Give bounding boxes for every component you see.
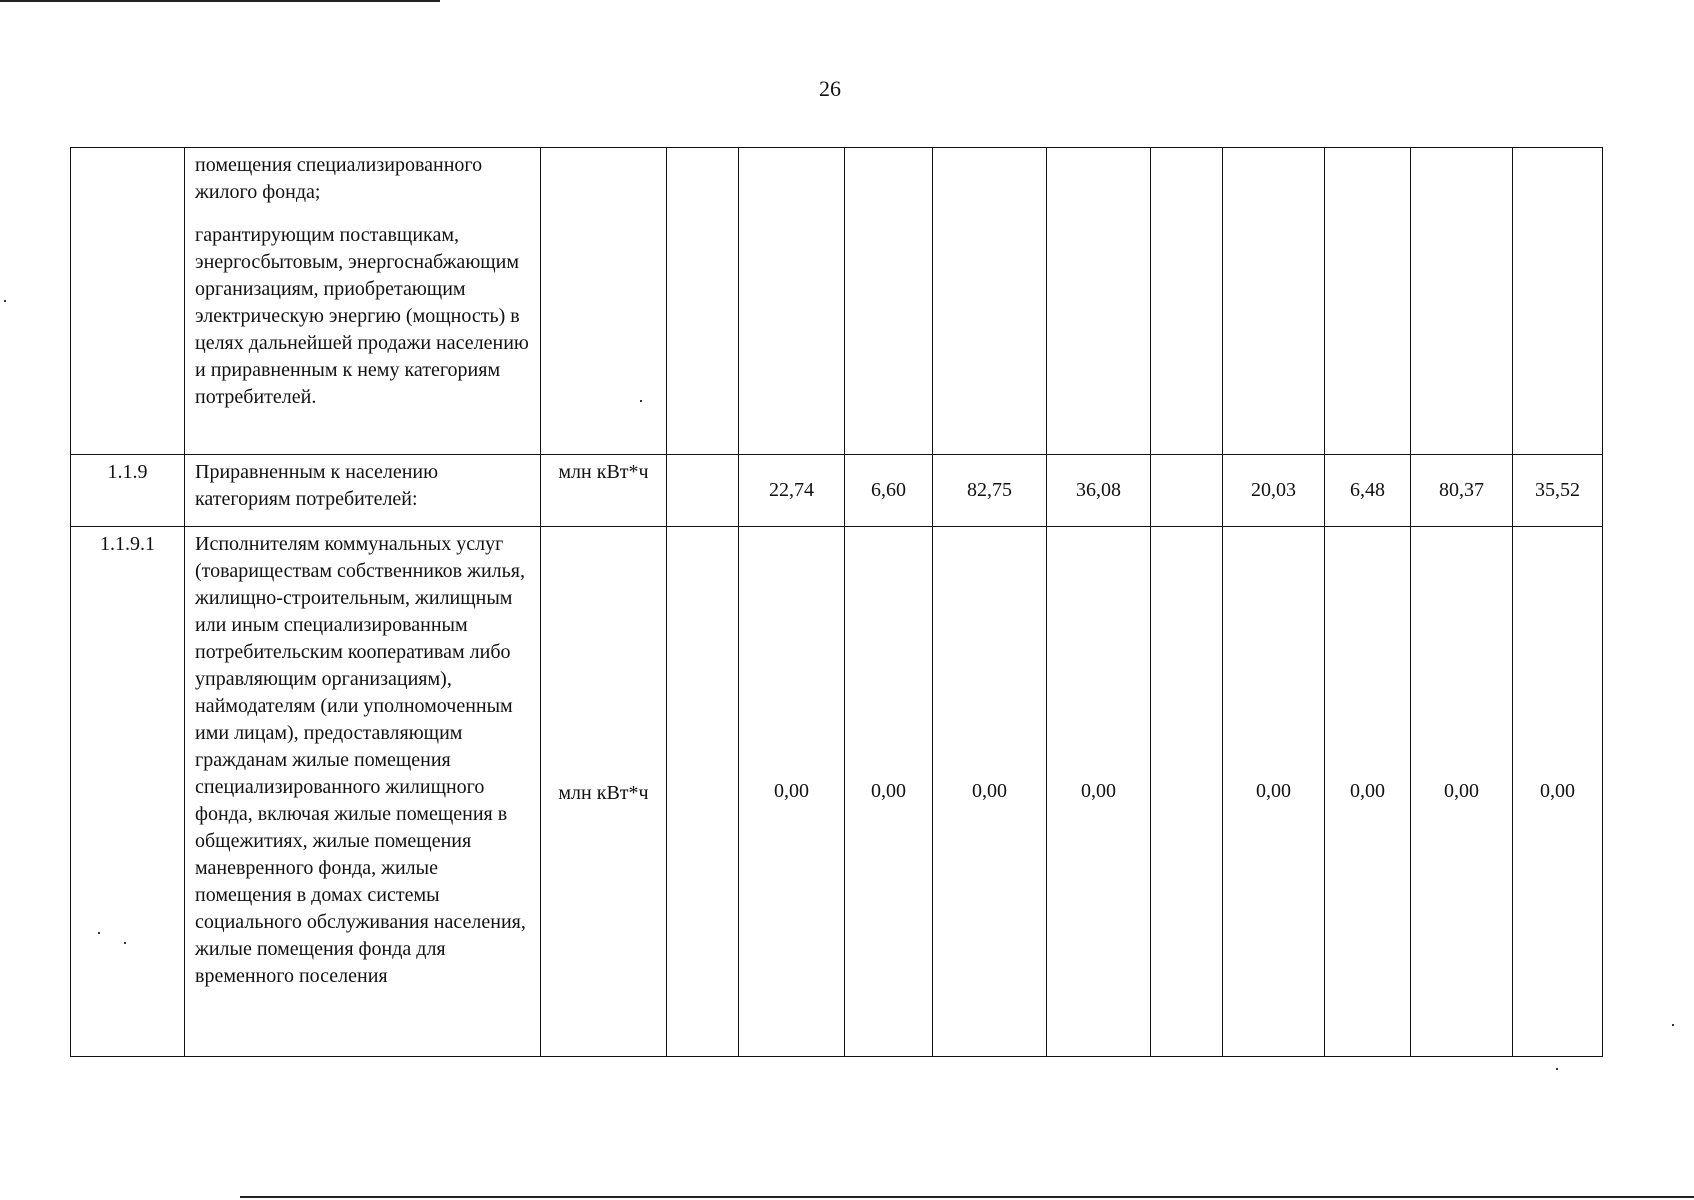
value-cell	[845, 148, 933, 455]
value-cell: 0,00	[1325, 527, 1411, 1057]
row-number-cell: 1.1.9.1	[71, 527, 185, 1057]
value-cell	[1325, 148, 1411, 455]
value-cell: 35,52	[1513, 455, 1603, 527]
scan-speck	[1556, 1068, 1558, 1070]
row-number-cell: 1.1.9	[71, 455, 185, 527]
row-name-paragraph: гарантирующим поставщикам, энергосбытовым, энергоснабжающим организациям, приобретающим электрическую энергию (мощность) в целях дальнейшей продажи населению и приравненным к нему категориям потребителей.	[195, 224, 529, 408]
value-cell: 0,00	[739, 527, 845, 1057]
value-cell	[667, 455, 739, 527]
value-cell: 0,00	[1223, 527, 1325, 1057]
row-name-cell	[185, 455, 541, 527]
row-unit-cell: млн кВт*ч	[541, 527, 667, 1057]
row-unit-cell	[541, 148, 667, 455]
value-cell	[1151, 148, 1223, 455]
value-cell	[667, 148, 739, 455]
row-name-paragraph: Исполнителям коммунальных услуг (товариществам собственников жилья, жилищно-строительным, жилищным или иным специализированным потребительским кооперативам либо управляющим организациям), наймодателям (или уполномоченным ими лицам), предоставляющим гражданам жилые помещения специализированного жилищного фонда, включая жилые помещения в общежитиях, жилые помещения маневренного фонда, жилые помещения в домах системы социального обслуживания населения, жилые помещения фонда для временного поселения	[195, 533, 526, 987]
value-cell	[1151, 527, 1223, 1057]
row-name-cell	[185, 148, 541, 455]
scan-speck	[1672, 1024, 1674, 1026]
value-cell	[739, 148, 845, 455]
value-cell: 0,00	[1411, 527, 1513, 1057]
value-cell	[1151, 455, 1223, 527]
value-cell: 22,74	[739, 455, 845, 527]
page-number: 26	[819, 76, 841, 101]
value-cell	[667, 527, 739, 1057]
value-cell: 80,37	[1411, 455, 1513, 527]
value-cell: 0,00	[933, 527, 1047, 1057]
value-cell	[933, 148, 1047, 455]
value-cell: 36,08	[1047, 455, 1151, 527]
value-cell: 0,00	[1513, 527, 1603, 1057]
row-number-cell	[71, 148, 185, 455]
value-cell: 6,60	[845, 455, 933, 527]
scan-edge-bottom	[240, 1196, 1694, 1198]
value-cell: 20,03	[1223, 455, 1325, 527]
row-name-cell	[185, 527, 541, 1057]
value-cell	[1223, 148, 1325, 455]
row-unit-cell: млн кВт*ч	[541, 455, 667, 527]
value-cell	[1047, 148, 1151, 455]
data-table	[70, 147, 1603, 1057]
scan-edge-top	[0, 0, 440, 2]
scan-speck	[4, 300, 6, 302]
value-cell	[1411, 148, 1513, 455]
table-row	[71, 527, 1603, 1057]
row-name-paragraph: помещения специализированного жилого фонда;	[195, 154, 483, 203]
row-name-paragraph: Приравненным к населению категориям потребителей:	[195, 461, 439, 510]
value-cell	[1513, 148, 1603, 455]
value-cell: 6,48	[1325, 455, 1411, 527]
value-cell: 0,00	[1047, 527, 1151, 1057]
value-cell: 0,00	[845, 527, 933, 1057]
table-row	[71, 148, 1603, 455]
value-cell: 82,75	[933, 455, 1047, 527]
table-row	[71, 455, 1603, 527]
